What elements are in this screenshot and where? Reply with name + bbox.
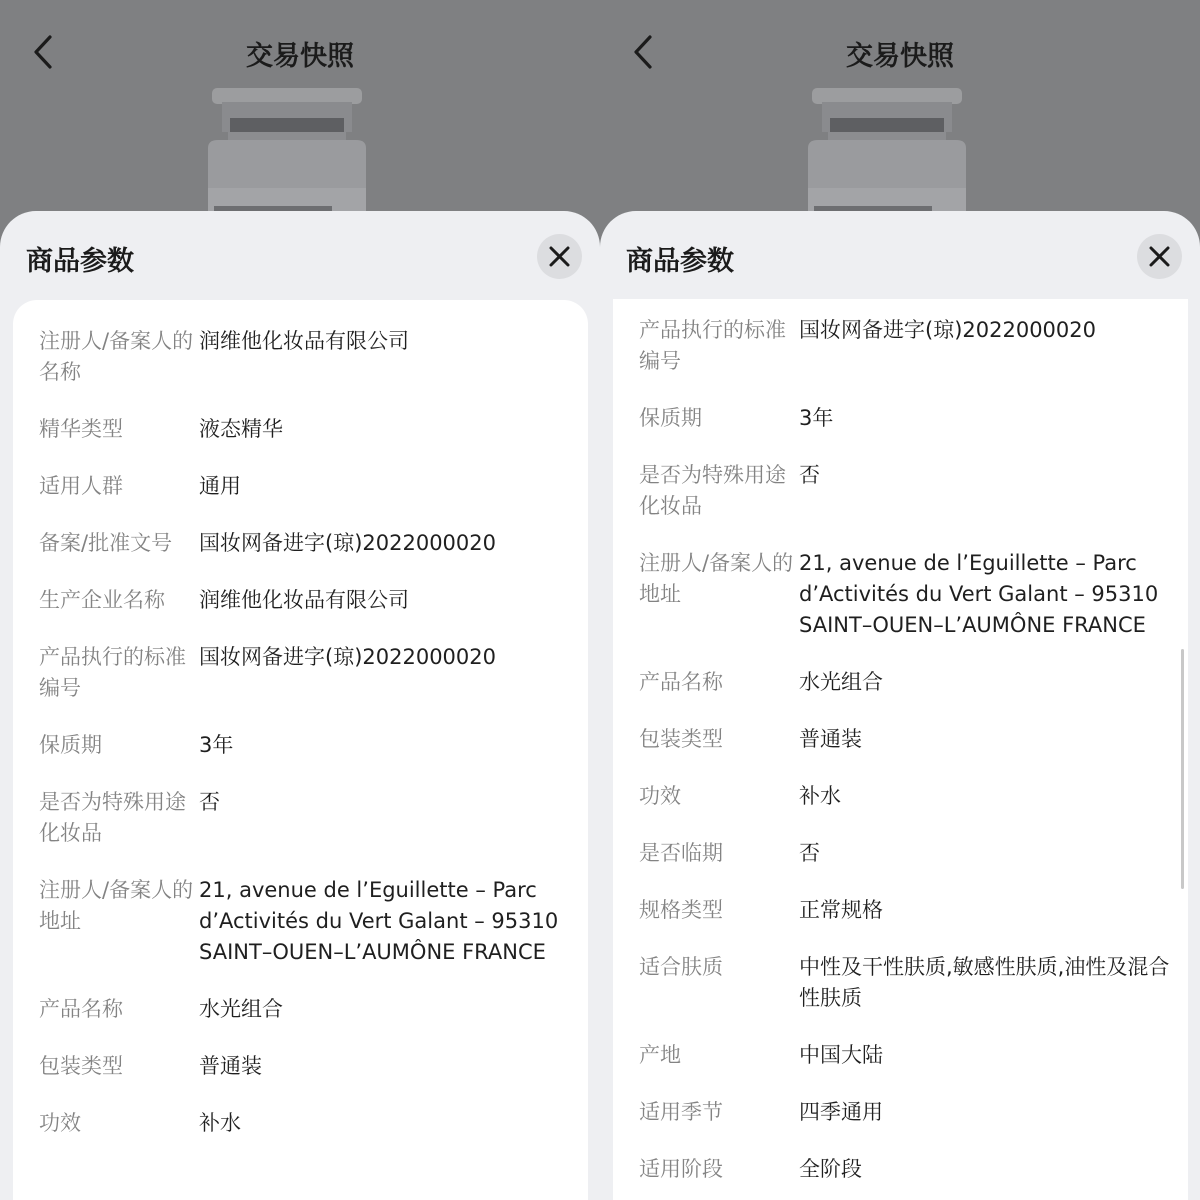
- param-label: 适用季节: [639, 1100, 723, 1124]
- params-sheet: [600, 211, 1200, 1200]
- param-row: [13, 528, 588, 559]
- param-value: 3年: [199, 733, 234, 757]
- param-label: 备案/批准文号: [39, 531, 173, 555]
- param-value: 中国大陆: [799, 1043, 883, 1067]
- param-label: 注册人/备案人的名称: [39, 329, 194, 384]
- param-row: [13, 585, 588, 616]
- param-row: [613, 1154, 1188, 1185]
- param-label: 产品名称: [39, 997, 123, 1021]
- param-row: [613, 781, 1188, 812]
- param-value: 3年: [799, 406, 834, 430]
- param-row: [613, 895, 1188, 926]
- param-value: 全阶段: [799, 1157, 862, 1181]
- close-button[interactable]: [537, 234, 582, 279]
- param-value: 四季通用: [799, 1100, 883, 1124]
- param-value: 国妆网备进字(琼)2022000020: [799, 318, 1096, 342]
- param-value: 21, avenue de l’Eguillette – Parc d’Activités du Vert Galant – 95310 SAINT–OUEN–L’AUMÔNE FRANCE: [799, 551, 1159, 637]
- param-label: 适用人群: [39, 474, 123, 498]
- param-value: 中性及干性肤质,敏感性肤质,油性及混合性肤质: [799, 955, 1170, 1010]
- param-label: 适合肤质: [639, 955, 723, 979]
- param-label: 产品执行的标准编号: [639, 318, 786, 373]
- param-label: 功效: [639, 784, 681, 808]
- param-label: 产地: [639, 1043, 681, 1067]
- param-row: [13, 994, 588, 1025]
- params-card[interactable]: [13, 300, 588, 1200]
- param-row: [613, 1040, 1188, 1071]
- param-value: 通用: [199, 474, 241, 498]
- param-value: 润维他化妆品有限公司: [199, 588, 409, 612]
- param-row: [613, 403, 1188, 434]
- param-value: 液态精华: [199, 417, 283, 441]
- param-value: 补水: [799, 784, 841, 808]
- param-row: [613, 460, 1188, 522]
- close-button[interactable]: [1137, 234, 1182, 279]
- param-value: 普通装: [799, 727, 862, 751]
- param-value: 水光组合: [799, 670, 883, 694]
- param-value: 国妆网备进字(琼)2022000020: [199, 531, 496, 555]
- param-label: 保质期: [39, 733, 102, 757]
- param-row: [13, 414, 588, 445]
- param-row: [13, 471, 588, 502]
- param-label: 包装类型: [639, 727, 723, 751]
- param-value: 水光组合: [199, 997, 283, 1021]
- param-row: [13, 1108, 588, 1139]
- param-value: 21, avenue de l’Eguillette – Parc d’Activités du Vert Galant – 95310 SAINT–OUEN–L’AUMÔNE FRANCE: [199, 878, 559, 964]
- param-row: [613, 838, 1188, 869]
- param-row: [613, 1097, 1188, 1128]
- close-icon: [549, 246, 570, 267]
- param-label: 功效: [39, 1111, 81, 1135]
- param-label: 生产企业名称: [39, 588, 165, 612]
- param-label: 注册人/备案人的地址: [639, 551, 794, 606]
- param-label: 保质期: [639, 406, 702, 430]
- param-row: [13, 875, 588, 968]
- close-icon: [1149, 246, 1170, 267]
- param-label: 包装类型: [39, 1054, 123, 1078]
- param-label: 注册人/备案人的地址: [39, 878, 194, 933]
- page-title: 交易快照: [846, 41, 954, 72]
- scrollbar-thumb[interactable]: [1181, 649, 1184, 889]
- product-bottle-image: [808, 88, 966, 228]
- param-row: [13, 730, 588, 761]
- param-value: 正常规格: [799, 898, 883, 922]
- top-bar: [0, 0, 600, 100]
- param-label: 规格类型: [639, 898, 723, 922]
- param-label: 产品执行的标准编号: [39, 645, 186, 700]
- params-list: [613, 315, 1188, 1200]
- param-value: 润维他化妆品有限公司: [199, 329, 409, 353]
- param-label: 适用阶段: [639, 1157, 723, 1181]
- param-value: 否: [799, 463, 820, 487]
- param-row: [613, 952, 1188, 1014]
- param-row: [613, 315, 1188, 377]
- param-value: 否: [799, 841, 820, 865]
- params-sheet: [0, 211, 600, 1200]
- param-value: 国妆网备进字(琼)2022000020: [199, 645, 496, 669]
- sheet-title: 商品参数: [26, 246, 134, 277]
- param-label: 是否为特殊用途化妆品: [39, 790, 186, 845]
- param-row: [13, 326, 588, 388]
- params-card[interactable]: [613, 299, 1188, 1200]
- param-label: 是否临期: [639, 841, 723, 865]
- top-bar: [600, 0, 1200, 100]
- param-row: [613, 667, 1188, 698]
- param-row: [613, 724, 1188, 755]
- param-value: 补水: [199, 1111, 241, 1135]
- params-list: [13, 326, 588, 1165]
- param-label: 精华类型: [39, 417, 123, 441]
- page-title: 交易快照: [246, 41, 354, 72]
- screen-right: [600, 0, 1200, 1200]
- param-row: [13, 787, 588, 849]
- param-row: [613, 548, 1188, 641]
- param-row: [13, 1051, 588, 1082]
- sheet-title: 商品参数: [626, 246, 734, 277]
- param-label: 是否为特殊用途化妆品: [639, 463, 786, 518]
- product-bottle-image: [208, 88, 366, 228]
- param-value: 普通装: [199, 1054, 262, 1078]
- param-value: 否: [199, 790, 220, 814]
- param-label: 产品名称: [639, 670, 723, 694]
- param-row: [13, 642, 588, 704]
